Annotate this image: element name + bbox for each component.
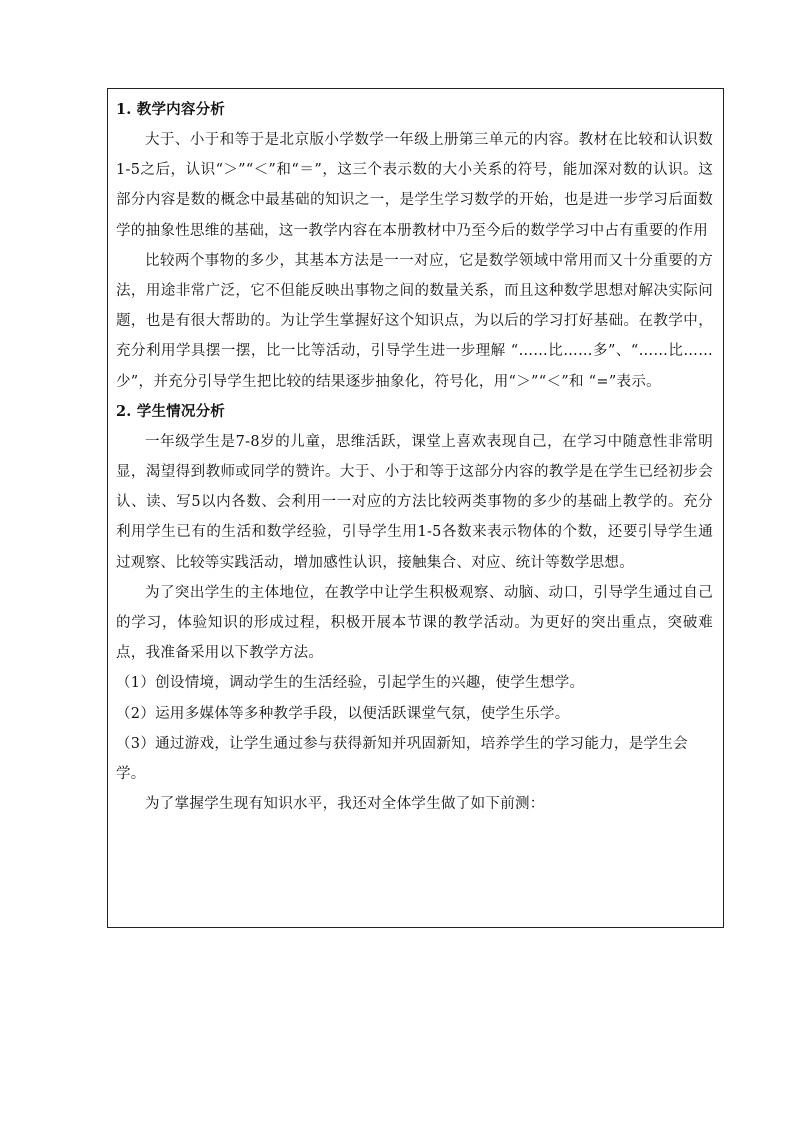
- section-heading-student-analysis: 2. 学生情况分析: [116, 402, 225, 420]
- document-body: [108, 89, 723, 819]
- paragraph-student-analysis-2: 为了突出学生的主体地位，在教学中让学生积极观察、动脑、动口，引导学生通过自己的学习，体验知识的形成过程，积极开展本节课的教学活动。为更好的突出重点，突破难点，我准备采用以下教学方法。: [116, 584, 713, 662]
- section-heading-teaching-content: 1. 教学内容分析: [116, 101, 225, 118]
- teaching-method-item: （3）通过游戏，让学生通过参与获得新知并巩固新知，培养学生的学习能力，是学生会学。: [116, 735, 688, 783]
- content-table-cell: [107, 88, 724, 928]
- teaching-method-item: （2）运用多媒体等多种教学手段，以便活跃课堂气氛，使学生乐学。: [116, 705, 570, 722]
- paragraph-student-analysis-1: 一年级学生是7-8岁的儿童，思维活跃，课堂上喜欢表现自己，在学习中随意性非常明显，渴望得到教师或同学的赞许。大于、小于和等于这部分内容的教学是在学生已经初步会认、读、写5以内各数、会利用一一对应的方法比较两类事物的多少的基础上教学的。充分利用学生已有的生活和数学经验，引导学生用1-5各数来表示物体的个数，还要引导学生通过观察、比较等实践活动，增加感性认识，接触集合、对应、统计等数学思想。: [116, 433, 713, 571]
- teaching-method-item: （1）创设情境，调动学生的生活经验，引起学生的兴趣，使学生想学。: [116, 675, 585, 692]
- paragraph-pretest-intro: 为了掌握学生现有知识水平，我还对全体学生做了如下前测：: [145, 796, 545, 813]
- paragraph-content-analysis-1: 大于、小于和等于是北京版小学数学一年级上册第三单元的内容。教材在比较和认识数1-5之后，认识“＞”“＜”和“＝”，这三个表示数的大小关系的符号，能加深对数的认识。这部分内容是数的概念中最基础的知识之一，是学生学习数学的开始，也是进一步学习后面数学的抽象性思维的基础，这一教学内容在本册教材中乃至今后的数学学习中占有重要的作用: [116, 132, 713, 239]
- paragraph-content-analysis-2: 比较两个事物的多少，其基本方法是一一对应，它是数学领域中常用而又十分重要的方法，用途非常广泛，它不但能反映出事物之间的数量关系，而且这种数学思想对解决实际问题，也是有很大帮助的。为让学生掌握好这个知识点，为以后的学习打好基础。在教学中，充分利用学具摆一摆，比一比等活动，引导学生进一步理解 “……比……多”、“……比……少”，并充分引导学生把比较的结果逐步抽象化，符号化，用“＞”“＜”和 “=”表示。: [116, 252, 713, 390]
